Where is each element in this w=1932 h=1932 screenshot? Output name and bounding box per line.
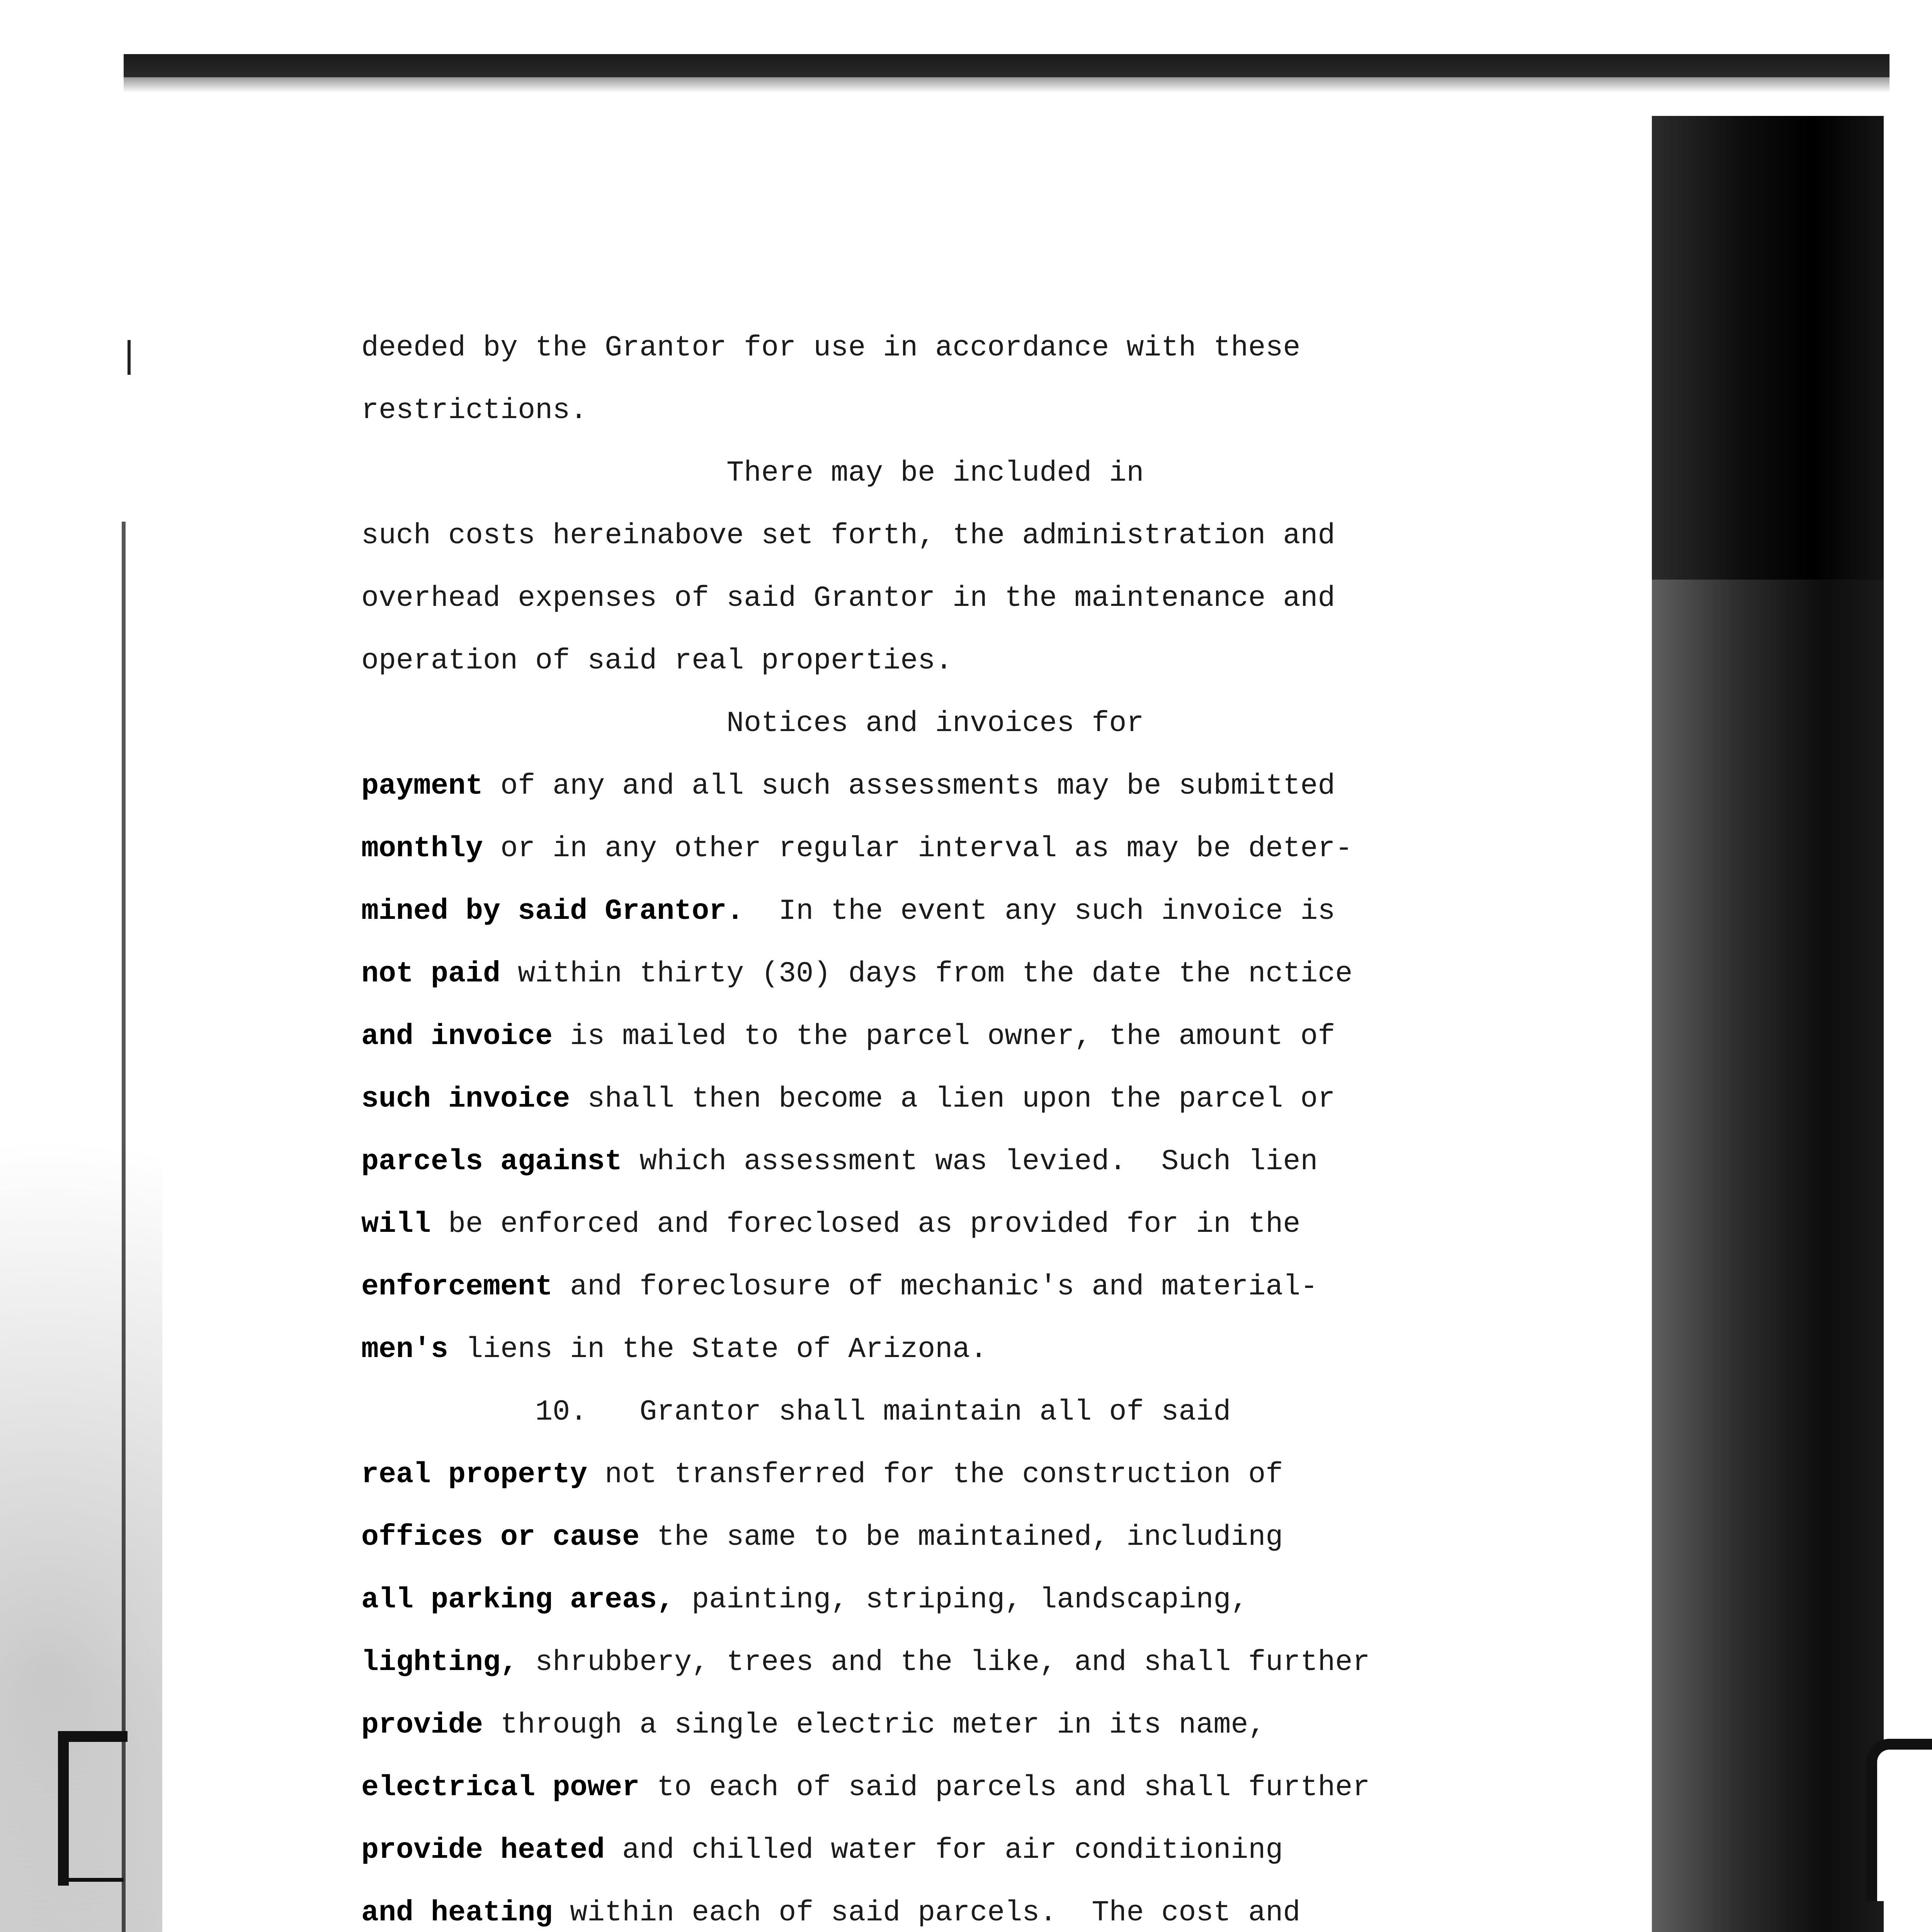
line-text: painting, striping, landscaping,	[674, 1583, 1248, 1616]
bold-text: and heating	[361, 1896, 553, 1929]
line-text: deeded by the Grantor for use in accordance with these	[361, 332, 1301, 364]
line-text: restrictions.	[361, 394, 588, 427]
document-line	[361, 1256, 1656, 1318]
bold-text: mined by said Grantor.	[361, 895, 744, 928]
bold-text: offices or cause	[361, 1521, 640, 1554]
scan-right-shadow-highlight	[1652, 580, 1884, 1932]
document-line	[361, 1506, 1656, 1569]
line-text: be enforced and foreclosed as provided for in the	[431, 1208, 1301, 1241]
document-line	[361, 1005, 1656, 1068]
bold-text: all parking areas,	[361, 1583, 675, 1616]
line-text: Notices and invoices for	[726, 707, 1144, 740]
document-line	[361, 1819, 1656, 1882]
line-text: and chilled water for air conditioning	[605, 1834, 1283, 1867]
document-line	[361, 317, 1656, 379]
document-line	[361, 1381, 1656, 1444]
line-text: shall then become a lien upon the parcel or	[570, 1083, 1335, 1116]
binding-bracket-right	[1866, 1739, 1932, 1901]
document-line	[361, 692, 1656, 755]
line-text: the same to be maintained, including	[639, 1521, 1283, 1554]
document-body	[361, 317, 1656, 1932]
scan-top-shadow	[124, 77, 1889, 93]
binding-bracket-left-foot	[58, 1878, 124, 1882]
document-line	[361, 1318, 1656, 1381]
bold-text: such invoice	[361, 1083, 570, 1116]
document-line	[361, 567, 1656, 630]
line-text: There may be included in	[726, 457, 1144, 490]
line-text: overhead expenses of said Grantor in the maintenance and	[361, 582, 1335, 615]
binding-bracket-left	[58, 1731, 128, 1886]
bold-text: real property	[361, 1458, 588, 1491]
document-line	[361, 505, 1656, 567]
line-text: 10. Grantor shall maintain all of said	[535, 1396, 1231, 1429]
bold-text: and invoice	[361, 1020, 553, 1053]
bold-text: payment	[361, 770, 483, 803]
bold-text: monthly	[361, 832, 483, 865]
line-text: such costs hereinabove set forth, the administration and	[361, 519, 1335, 552]
line-text: or in any other regular interval as may be deter-	[483, 832, 1353, 865]
document-line	[361, 1131, 1656, 1193]
document-line	[361, 379, 1656, 442]
bold-text: electrical power	[361, 1771, 640, 1804]
bold-text: parcels against	[361, 1145, 622, 1178]
document-line	[361, 1882, 1656, 1932]
document-line	[361, 880, 1656, 943]
document-line	[361, 755, 1656, 818]
line-text: through a single electric meter in its name,	[483, 1709, 1266, 1742]
line-text: is mailed to the parcel owner, the amount of	[553, 1020, 1335, 1053]
bold-text: lighting,	[361, 1646, 518, 1679]
document-line	[361, 1757, 1656, 1819]
document-line	[361, 630, 1656, 692]
document-line	[361, 1694, 1656, 1757]
indent	[361, 707, 726, 740]
scan-right-margin	[1884, 116, 1932, 1932]
document-line	[361, 818, 1656, 880]
bold-text: not paid	[361, 957, 501, 990]
scan-left-mark	[128, 340, 131, 375]
scan-top-edge	[124, 54, 1889, 77]
bold-text: enforcement	[361, 1270, 553, 1303]
document-line	[361, 1569, 1656, 1631]
line-text: shrubbery, trees and the like, and shall further	[518, 1646, 1370, 1679]
document-line	[361, 1444, 1656, 1506]
document-line	[361, 442, 1656, 505]
line-text: not transferred for the construction of	[587, 1458, 1283, 1491]
line-text: of any and all such assessments may be submitted	[483, 770, 1335, 803]
line-text: and foreclosure of mechanic's and material-	[553, 1270, 1318, 1303]
indent	[361, 457, 726, 490]
bold-text: will	[361, 1208, 431, 1241]
line-text: operation of said real properties.	[361, 645, 953, 677]
bold-text: provide	[361, 1709, 483, 1742]
document-line	[361, 1068, 1656, 1131]
indent	[361, 1396, 535, 1429]
line-text: which assessment was levied. Such lien	[622, 1145, 1318, 1178]
line-text: within thirty (30) days from the date the nctice	[500, 957, 1353, 990]
line-text: to each of said parcels and shall further	[639, 1771, 1370, 1804]
document-line	[361, 1193, 1656, 1256]
line-text: In the event any such invoice is	[744, 895, 1335, 928]
line-text: within each of said parcels. The cost and	[553, 1896, 1301, 1929]
document-line	[361, 943, 1656, 1005]
bold-text: provide heated	[361, 1834, 605, 1867]
line-text: liens in the State of Arizona.	[448, 1333, 988, 1366]
document-line	[361, 1631, 1656, 1694]
bold-text: men's	[361, 1333, 449, 1366]
